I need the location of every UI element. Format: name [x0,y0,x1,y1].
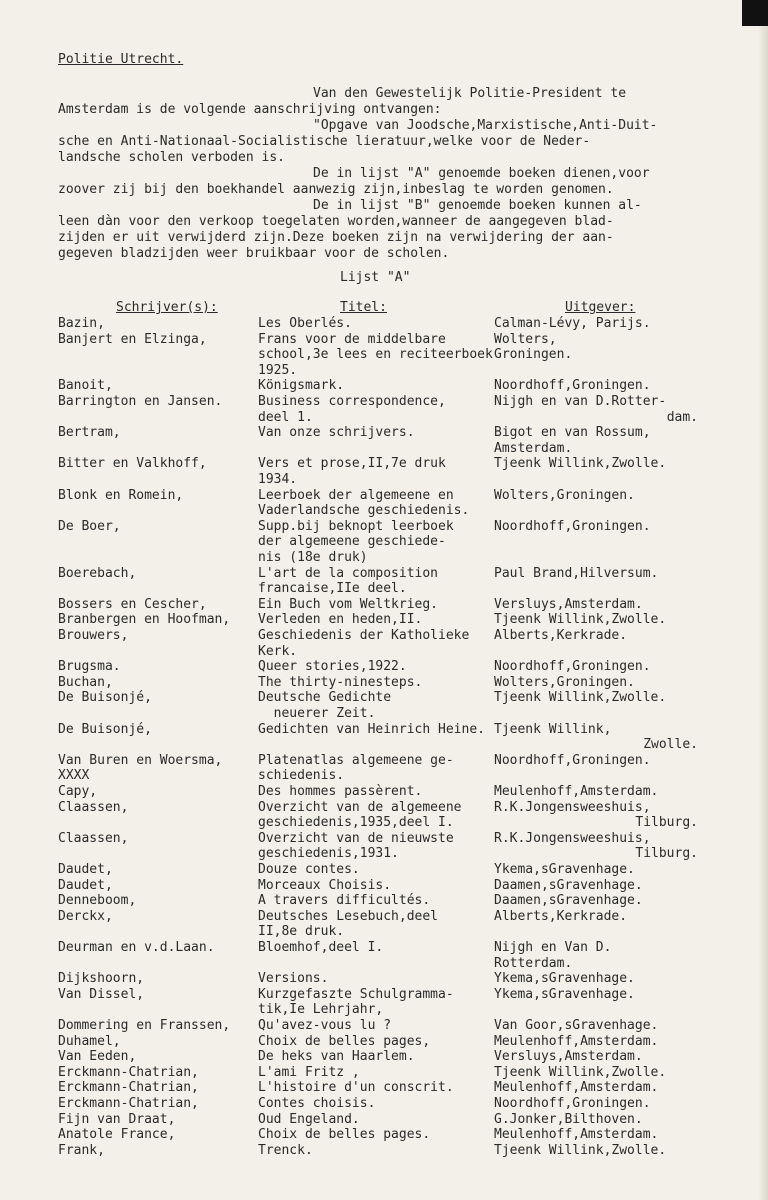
table-row [58,347,748,363]
cell-publisher: dam. [666,409,698,425]
cell-title: Königsmark. [258,378,345,394]
cell-title: geschiedenis,1931. [258,846,399,862]
cell-title: Gedichten van Heinrich Heine. [258,721,485,737]
table-row [58,1018,748,1034]
intro-line: "Opgave van Joodsche,Marxistische,Anti-Duit- [313,118,658,133]
cell-publisher: Ykema,sGravenhage. [494,986,635,1002]
intro-line: De in lijst "B" genoemde boeken kunnen al- [313,198,642,213]
table-row [58,472,748,488]
cell-title: Les Oberlés. [258,316,352,331]
table-row [58,1143,748,1159]
cell-title: Douze contes. [258,862,360,877]
table-row [58,675,748,691]
intro-line: Amsterdam is de volgende aanschrijving ontvangen: [58,102,442,117]
table-row [58,753,748,769]
cell-publisher: Daamen,sGravenhage. [494,893,643,909]
cell-publisher: Zwolle. [643,737,698,753]
intro-line: gegeven bladzijden weer bruikbaar voor de scholen. [58,246,450,261]
intro-line: zijden er uit verwijderd zijn.Deze boeken zijn na verwijdering der aan- [58,230,614,245]
table-row [58,987,748,1003]
table-row [58,940,748,956]
table-row [58,878,748,894]
cell-author: Claassen, [58,799,129,815]
cell-publisher: Bigot en van Rossum, [494,425,651,441]
cell-title: neuerer Zeit. [258,706,376,721]
cell-publisher: Amsterdam. [494,440,573,456]
cell-author: Daudet, [58,862,113,877]
cell-author: De Boer, [58,518,121,534]
cell-publisher: Tjeenk Willink,Zwolle. [494,456,667,472]
table-row [58,597,748,613]
cell-author: Frank, [58,1142,105,1158]
cell-author: Capy, [58,784,98,799]
page-edge-shadow [758,26,768,1200]
table-row [58,503,748,519]
table-row [58,519,748,535]
cell-publisher: Noordhoff,Groningen. [494,1096,651,1111]
table-row [58,722,748,738]
table-row [58,1034,748,1050]
cell-author: Branbergen en Hoofman, [58,612,231,628]
cell-publisher: Noordhoff,Groningen. [494,518,651,534]
cell-publisher: Noordhoff,Groningen. [494,659,651,675]
cell-title: Versions. [258,971,329,987]
cell-publisher: Ykema,sGravenhage. [494,862,635,877]
cell-publisher: Versluys,Amsterdam. [494,1049,643,1065]
table-row [58,1096,748,1112]
document-header: Politie Utrecht. [58,52,184,67]
intro-line: landsche scholen verboden is. [58,150,285,165]
table-row [58,332,748,348]
cell-publisher: Tjeenk Willink, [494,721,612,737]
cell-author: Van Dissel, [58,986,145,1002]
cell-title: Business correspondence, [258,394,446,409]
table-row [58,956,748,972]
cell-publisher: Meulenhoff,Amsterdam. [494,1127,659,1143]
cell-author: Bossers en Cescher, [58,596,207,612]
cell-author: Banoit, [58,378,113,394]
cell-publisher: Versluys,Amsterdam. [494,596,643,612]
cell-publisher: Meulenhoff,Amsterdam. [494,1080,659,1096]
cell-publisher: Noordhoff,Groningen. [494,378,651,394]
cell-title: L'art de la composition [258,565,439,581]
cell-author: Duhamel, [58,1033,121,1049]
table-row [58,893,748,909]
cell-title: 1925. [258,362,298,378]
column-header-publisher: Uitgever: [565,300,636,315]
cell-author: Anatole France, [58,1127,176,1143]
cell-publisher: Wolters,Groningen. [494,674,635,690]
cell-publisher: Wolters,Groningen. [494,487,635,503]
cell-publisher: Meulenhoff,Amsterdam. [494,1033,659,1049]
cell-author: XXXX [58,768,90,784]
cell-publisher: Rotterdam. [494,955,573,971]
cell-author: Deurman en v.d.Laan. [58,940,215,955]
table-row [58,1049,748,1065]
cell-title: Vaderlandsche geschiedenis. [258,503,470,519]
cell-title: Deutsches Lesebuch,deel [258,908,439,924]
cell-author: Erckmann-Chatrian, [58,1096,199,1111]
cell-author: Banjert en Elzinga, [58,331,207,347]
cell-title: Kurzgefaszte Schulgramma- [258,986,454,1002]
table-row [58,316,748,332]
intro-line: Van den Gewestelijk Politie-President te [313,86,627,101]
cell-title: L'histoire d'un conscrit. [258,1080,454,1096]
scan-corner [742,0,768,26]
table-row [58,690,748,706]
cell-publisher: Tjeenk Willink,Zwolle. [494,1064,667,1080]
cell-publisher: R.K.Jongensweeshuis, [494,830,651,846]
column-header-title: Titel: [340,300,387,315]
cell-title: A travers difficultés. [258,893,431,909]
cell-title: Van onze schrijvers. [258,425,415,441]
cell-title: Overzicht van de nieuwste [258,830,454,846]
cell-title: Morceaux Choisis. [258,877,392,893]
table-row [58,628,748,644]
cell-title: geschiedenis,1935,deel I. [258,815,454,831]
cell-title: Queer stories,1922. [258,659,407,675]
cell-title: II,8e druk. [258,924,345,940]
cell-publisher: Nijgh en van D.Rotter- [494,394,667,409]
table-row [58,378,748,394]
table-row [58,488,748,504]
column-header-author: Schrijver(s): [116,300,218,315]
cell-title: De heks van Haarlem. [258,1049,415,1065]
cell-publisher: G.Jonker,Bilthoven. [494,1111,643,1127]
cell-title: Oud Engeland. [258,1111,360,1127]
table-row [58,550,748,566]
cell-publisher: Van Goor,sGravenhage. [494,1018,659,1033]
table-row [58,800,748,816]
cell-title: der algemeene geschiede- [258,534,446,550]
cell-title: The thirty-ninesteps. [258,674,423,690]
cell-title: tik,Ie Lehrjahr, [258,1002,384,1018]
cell-author: Van Buren en Woersma, [58,752,223,768]
cell-publisher: Tilburg. [635,815,698,831]
cell-title: Platenatlas algemeene ge- [258,752,454,768]
cell-author: Brouwers, [58,628,129,643]
cell-author: Boerebach, [58,565,137,581]
intro-line: De in lijst "A" genoemde boeken dienen,voor [313,166,650,181]
cell-publisher: Calman-Lévy, Parijs. [494,316,651,331]
cell-publisher: Nijgh en Van D. [494,940,612,955]
cell-title: school,3e lees en reciteerboek [258,347,493,363]
cell-publisher: Groningen. [494,347,573,363]
cell-author: De Buisonjé, [58,690,152,706]
intro-line: zoover zij bij den boekhandel aanwezig zijn,inbeslag te worden genomen. [58,182,614,197]
cell-author: Dommering en Franssen, [58,1018,231,1033]
cell-publisher: Tilburg. [635,846,698,862]
table-row [58,612,748,628]
table-row [58,909,748,925]
cell-publisher: Paul Brand,Hilversum. [494,565,659,581]
cell-title: Des hommes passèrent. [258,784,423,799]
cell-author: Bazin, [58,316,105,331]
table-row [58,659,748,675]
table-row [58,1112,748,1128]
cell-publisher: Meulenhoff,Amsterdam. [494,784,659,799]
cell-title: Bloemhof,deel I. [258,940,384,955]
table-row [58,706,748,722]
cell-author: Fijn van Draat, [58,1111,176,1127]
cell-title: Geschiedenis der Katholieke [258,628,470,643]
table-row [58,441,748,457]
table-row [58,581,748,597]
table-row [58,846,748,862]
table-row [58,644,748,660]
table-row [58,394,748,410]
cell-publisher: Alberts,Kerkrade. [494,628,628,643]
cell-author: Claassen, [58,830,129,846]
cell-publisher: Tjeenk Willink,Zwolle. [494,612,667,628]
table-row [58,737,748,753]
cell-author: Blonk en Romein, [58,487,184,503]
cell-author: Erckmann-Chatrian, [58,1064,199,1080]
cell-author: Dijkshoorn, [58,971,145,987]
cell-title: Choix de belles pages. [258,1127,431,1143]
cell-title: Deutsche Gedichte [258,690,392,706]
table-row [58,815,748,831]
table-row [58,534,748,550]
table-row [58,456,748,472]
table-row [58,971,748,987]
cell-title: Qu'avez-vous lu ? [258,1018,392,1033]
cell-title: Vers et prose,II,7e druk [258,456,446,472]
cell-author: Erckmann-Chatrian, [58,1080,199,1096]
cell-author: Van Eeden, [58,1049,137,1065]
cell-publisher: Tjeenk Willink,Zwolle. [494,1142,667,1158]
table-row [58,1065,748,1081]
cell-title: Supp.bij beknopt leerboek [258,518,454,534]
cell-author: Bitter en Valkhoff, [58,456,207,472]
cell-author: De Buisonjé, [58,721,152,737]
table-row [58,924,748,940]
cell-publisher: Tjeenk Willink,Zwolle. [494,690,667,706]
cell-title: Frans voor de middelbare [258,331,446,347]
table-row [58,1002,748,1018]
cell-title: Kerk. [258,643,298,659]
cell-title: Choix de belles pages, [258,1033,431,1049]
table-row [58,363,748,379]
list-title: Lijst "A" [340,270,411,285]
cell-title: Trenck. [258,1142,313,1158]
cell-author: Derckx, [58,908,113,924]
table-row [58,862,748,878]
intro-line: leen dàn voor den verkoop toegelaten worden,wanneer de aangegeven blad- [58,214,614,229]
cell-publisher: Ykema,sGravenhage. [494,971,635,987]
cell-title: Verleden en heden,II. [258,612,423,628]
cell-author: Denneboom, [58,893,137,909]
cell-author: Barrington en Jansen. [58,394,223,409]
cell-title: francaise,IIe deel. [258,581,407,597]
table-row [58,566,748,582]
table-row [58,768,748,784]
cell-title: Contes choisis. [258,1096,376,1111]
cell-publisher: Daamen,sGravenhage. [494,877,643,893]
cell-title: deel 1. [258,409,313,425]
cell-title: Overzicht van de algemeene [258,799,462,815]
intro-line: sche en Anti-Nationaal-Socialistische lieratuur,welke voor de Neder- [58,134,591,149]
cell-author: Buchan, [58,674,113,690]
cell-author: Daudet, [58,877,113,893]
cell-title: L'ami Fritz , [258,1064,360,1080]
table-row [58,410,748,426]
cell-author: Brugsma. [58,659,121,675]
table-row [58,1127,748,1143]
table-row [58,1080,748,1096]
table-row [58,425,748,441]
cell-title: nis (18e druk) [258,550,368,565]
table-row [58,784,748,800]
cell-publisher: R.K.Jongensweeshuis, [494,799,651,815]
table-row [58,831,748,847]
cell-publisher: Noordhoff,Groningen. [494,752,651,768]
cell-title: schiedenis. [258,768,345,784]
cell-title: 1934. [258,472,298,487]
cell-title: Leerboek der algemeene en [258,487,454,503]
cell-title: Ein Buch vom Weltkrieg. [258,596,439,612]
cell-publisher: Alberts,Kerkrade. [494,908,628,924]
cell-publisher: Wolters, [494,331,557,347]
cell-author: Bertram, [58,425,121,441]
